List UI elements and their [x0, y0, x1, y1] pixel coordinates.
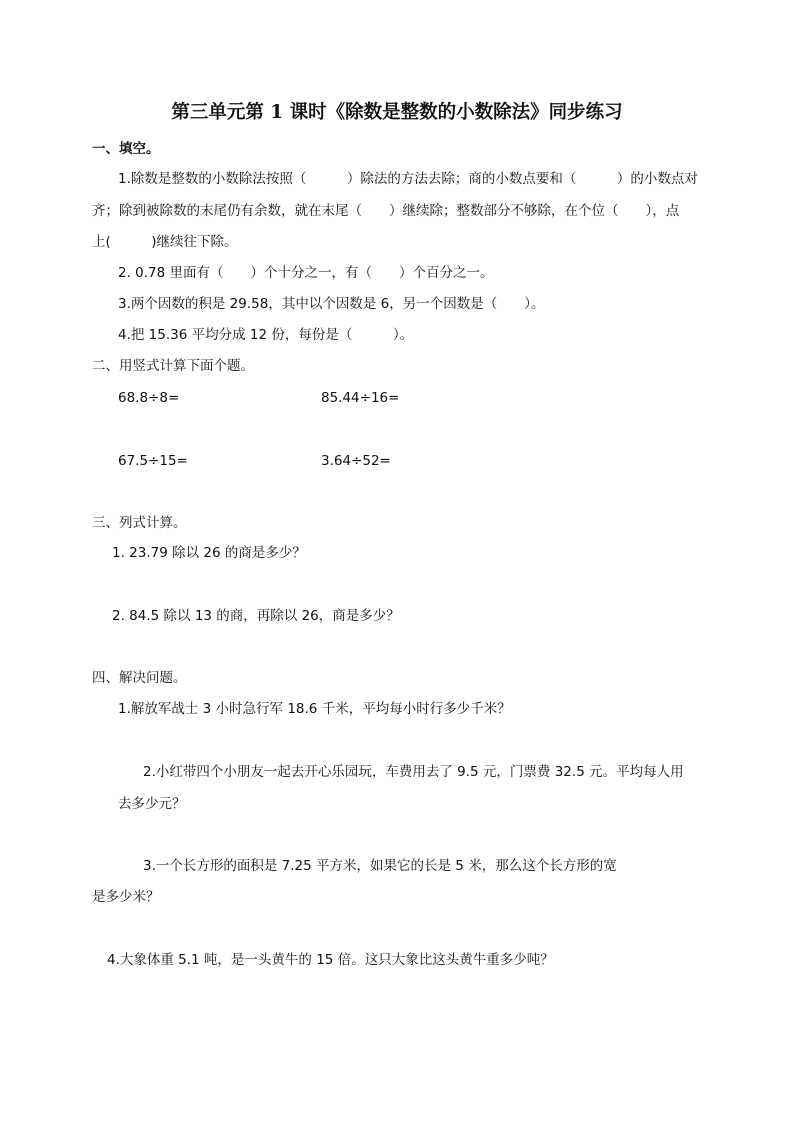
section3-q2: 2. 84.5 除以 13 的商，再除以 26，商是多少？	[112, 608, 400, 624]
section4-q1: 1.解放军战士 3 小时急行军 18.6 千米，平均每小时行多少千米？	[118, 701, 511, 717]
section1-q1-line3: 上( )继续往下除。	[92, 234, 238, 250]
section3-q1: 1. 23.79 除以 26 的商是多少？	[112, 545, 306, 561]
section2-problem-4: 3.64÷52=	[321, 453, 391, 469]
section1-q1-line2: 齐；除到被除数的末尾仍有余数，就在末尾（ ）继续除；整数部分不够除，在个位（ ），点	[92, 203, 680, 219]
section1-q3: 3.两个因数的积是 29.58，其中以个因数是 6，另一个因数是（ ）。	[118, 296, 545, 312]
section2-problem-2: 85.44÷16=	[321, 390, 400, 406]
section1-q2: 2. 0.78 里面有（ ）个十分之一，有（ ）个百分之一。	[118, 265, 494, 281]
section4-q2-line1: 2.小红带四个小朋友一起去开心乐园玩，车费用去了 9.5 元，门票费 32.5 元。平均每人用	[143, 764, 684, 780]
section2-problem-1: 68.8÷8=	[118, 390, 180, 406]
section4-q3-line2: 是多少米？	[92, 889, 160, 905]
section2-heading: 二、用竖式计算下面个题。	[92, 358, 254, 374]
section3-heading: 三、列式计算。	[92, 515, 187, 531]
section4-q3-line1: 3.一个长方形的面积是 7.25 平方米，如果它的长是 5 米，那么这个长方形的宽	[143, 858, 617, 874]
section4-q4: 4.大象体重 5.1 吨，是一头黄牛的 15 倍。这只大象比这头黄牛重多少吨？	[107, 952, 554, 968]
worksheet-title: 第三单元第 1 课时《除数是整数的小数除法》同步练习	[171, 102, 623, 123]
section1-heading: 一、填空。	[92, 141, 160, 157]
section2-problem-3: 67.5÷15=	[118, 453, 188, 469]
section1-q1-line1: 1.除数是整数的小数除法按照（ ）除法的方法去除；商的小数点要和（ ）的小数点对	[118, 171, 698, 187]
section4-q2-line2: 去多少元？	[118, 796, 186, 812]
section1-q4: 4.把 15.36 平均分成 12 份，每份是（ ）。	[118, 327, 414, 343]
section4-heading: 四、解决问题。	[92, 670, 187, 686]
